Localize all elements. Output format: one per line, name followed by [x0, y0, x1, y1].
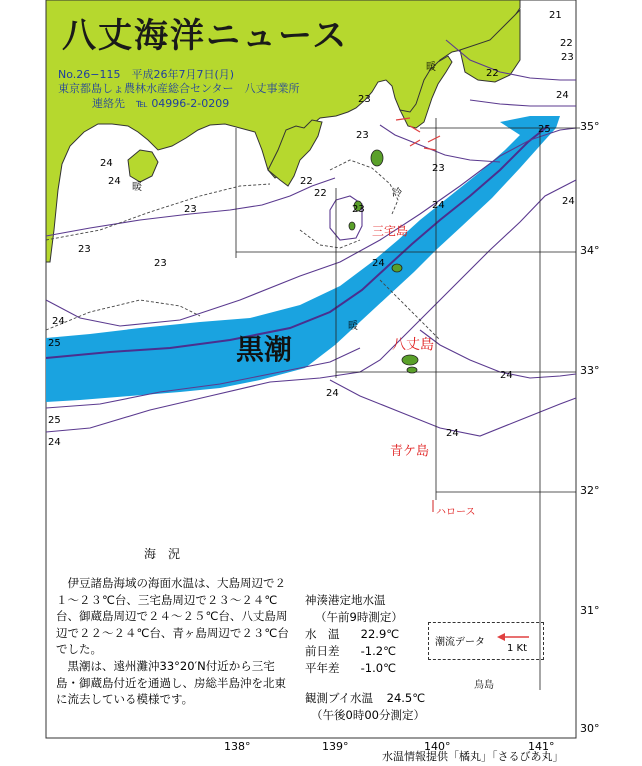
lat-34: 34°	[580, 244, 600, 257]
isotherm-label: 22	[560, 38, 573, 49]
port-temp-row	[305, 626, 403, 643]
isotherm-label: 22	[300, 176, 313, 187]
kuroshio-label: 黒潮	[236, 333, 293, 366]
legend-arrow-icon	[497, 632, 531, 642]
isotherm-label: 24	[326, 388, 339, 399]
port-time: （午前9時測定）	[315, 610, 403, 624]
lon-141: 141°	[528, 740, 555, 753]
buoy-row	[305, 690, 425, 707]
lat-33: 33°	[580, 364, 600, 377]
report-body	[56, 575, 292, 708]
isotherm-label: 23	[78, 244, 91, 255]
isotherm-label: 23	[184, 204, 197, 215]
isotherm-label: 23	[432, 163, 445, 174]
report-paragraph-1: 伊豆諸島海域の海面水温は、大島周辺で２１～２３℃台、三宅島周辺で２３～２４℃台、御蔵島周辺で２４～２５℃台、八丈島周辺で２２～２４℃台、青ヶ島周辺で２３℃台でした。	[56, 576, 289, 657]
warm-mark-south: 暖	[348, 321, 358, 332]
lon-139: 139°	[322, 740, 349, 753]
isotherm-label: 25	[48, 415, 61, 426]
org-line: 東京都島しょ農林水産総合センター 八丈事業所	[58, 82, 300, 95]
buoy-panel	[305, 690, 425, 724]
report-paragraph-2: 黒潮は、遠州灘沖33°20′N付近から三宅島・御蔵島付近を通過し、房総半島沖を北東に流去している模様です。	[56, 658, 286, 707]
isotherm-label: 23	[352, 204, 365, 215]
current-legend	[428, 622, 544, 660]
contact-line: 連絡先 ℡ 04996-2-0209	[92, 97, 230, 110]
isotherm-label: 24	[108, 176, 121, 187]
report-title: 海 況	[144, 547, 181, 561]
buoy-value: 24.5℃	[386, 691, 426, 705]
isotherm-label: 22	[314, 188, 327, 199]
warm-mark-boso: 暖	[426, 62, 436, 73]
lon-140: 140°	[424, 740, 451, 753]
legend-title: 潮流データ	[435, 637, 485, 648]
port-title: 神湊港定地水温	[305, 593, 386, 607]
isotherm-label: 24	[562, 196, 575, 207]
legend-unit: 1 Kt	[507, 643, 528, 654]
warm-mark-west: 暖	[132, 182, 142, 193]
isotherm-label: 24	[432, 200, 445, 211]
port-prev-label: 前日差	[305, 644, 340, 658]
isotherm-label: 22	[486, 68, 499, 79]
lat-32: 32°	[580, 484, 600, 497]
isotherm-label: 24	[372, 258, 385, 269]
isotherm-label: 25	[48, 338, 61, 349]
isotherm-label: 24	[48, 437, 61, 448]
isotherm-label: 23	[358, 94, 371, 105]
port-avg-label: 平年差	[305, 661, 340, 675]
lat-31: 31°	[580, 604, 600, 617]
isotherm-label: 24	[446, 428, 459, 439]
isotherm-label: 24	[556, 90, 569, 101]
isotherm-label: 23	[561, 52, 574, 63]
harouse-label: ハロース	[436, 507, 476, 518]
isotherm-label: 23	[154, 258, 167, 269]
issue-line: No.26−115 平成26年7月7日(月)	[58, 68, 235, 81]
port-avg-value: -1.0℃	[360, 661, 397, 675]
isotherm-label: 24	[52, 316, 65, 327]
miyake-label: 三宅島	[372, 224, 409, 238]
data-credit: 水温情報提供「橘丸」「さるびあ丸」	[382, 750, 564, 763]
isotherm-label: 25	[538, 124, 551, 135]
buoy-time: （午後0時00分測定）	[311, 708, 425, 722]
port-prev-value: -1.2℃	[360, 644, 397, 658]
buoy-label: 観測ブイ水温	[305, 691, 373, 705]
lat-35: 35°	[580, 120, 600, 133]
lon-138: 138°	[224, 740, 251, 753]
port-temp-value: 22.9℃	[360, 627, 400, 641]
isotherm-label: 24	[500, 370, 513, 381]
hachijo-label: 八丈島	[392, 337, 434, 353]
lat-30: 30°	[580, 722, 600, 735]
aogashima-label: 青ケ島	[390, 444, 430, 459]
port-avg-row	[305, 660, 403, 677]
map-title: 八丈海洋ニュース	[62, 16, 349, 56]
isotherm-label: 23	[356, 130, 369, 141]
port-temperature-panel	[305, 592, 403, 677]
port-prev-row	[305, 643, 403, 660]
isotherm-label: 21	[549, 10, 562, 21]
torishima-label: 鳥島	[474, 680, 494, 691]
port-temp-label: 水 温	[305, 627, 340, 641]
isotherm-label: 24	[100, 158, 113, 169]
cold-mark: 冷	[392, 188, 402, 199]
